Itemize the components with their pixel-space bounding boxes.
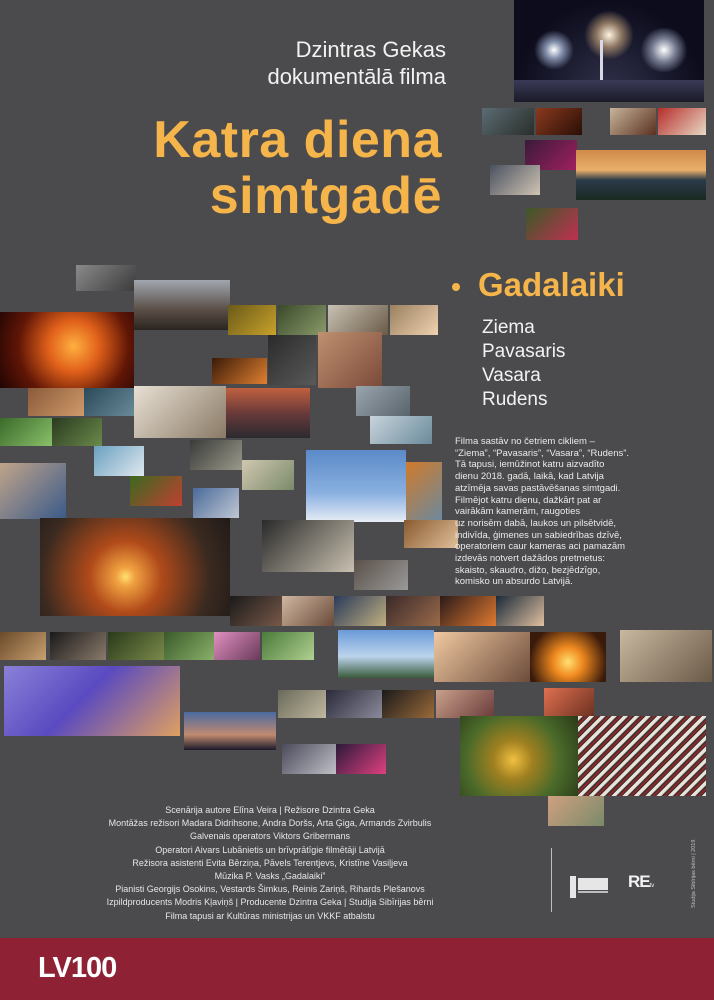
collage-photo (230, 596, 284, 626)
credit-line: Filma tapusi ar Kultūras ministrijas un VKKF atbalstu (165, 910, 375, 921)
collage-photo (184, 712, 276, 750)
collage-photo (242, 460, 294, 490)
collage-photo (390, 305, 438, 335)
collage-photo (334, 596, 386, 626)
collage-photo (40, 518, 230, 616)
collage-photo (262, 632, 314, 660)
collage-photo (0, 632, 46, 660)
collage-photo (482, 108, 534, 135)
collage-photo (282, 744, 336, 774)
season-item: Ziema (482, 317, 535, 338)
credit-line: Montāžas režisori Madara Didrihsone, Andra Doršs, Arta Ģiga, Armands Zvirbulis (108, 818, 432, 829)
collage-photo (620, 630, 712, 682)
collage-photo (370, 416, 432, 444)
collage-photo (190, 440, 242, 470)
collage-photo (52, 418, 102, 446)
collage-photo (440, 596, 496, 626)
description-line: atzīmēja savas pastāvēšanas simtgadi. (455, 482, 621, 494)
ministry-logo (570, 876, 610, 898)
logo-divider (551, 848, 552, 912)
collage-photo (386, 596, 440, 626)
season-item: Pavasaris (482, 341, 566, 362)
title-line-1: Katra diena (153, 111, 442, 169)
re-tv-logo (628, 872, 654, 892)
collage-photo (536, 108, 582, 135)
description-line: uz norisēm dabā, laukos un pilsētvidē, (455, 517, 617, 529)
description-line: komisko un absurdo Latvijā. (455, 576, 573, 588)
collage-photo (164, 632, 214, 660)
description-line: Tā tapusi, iemūžinot katru aizvadīto (455, 459, 605, 471)
collage-photo (434, 632, 532, 682)
season-item: Vasara (482, 365, 541, 386)
collage-photo (278, 305, 326, 335)
studio-side-note: Studija Sibīrijas bērni | 2019. (691, 838, 697, 908)
collage-photo (530, 632, 606, 682)
description-line: operatoriem caur kameras aci pamazām (455, 541, 626, 553)
collage-photo (193, 488, 239, 518)
collage-photo (548, 796, 604, 826)
seasons-list (482, 316, 565, 412)
collage-photo (404, 520, 458, 548)
footer-band (0, 938, 714, 1000)
collage-photo (214, 632, 260, 660)
credit-line: Operatori Aivars Lubānietis un brīvprātīgie filmētāji Latvijā (155, 844, 385, 855)
collage-photo (134, 280, 230, 330)
collage-photo (0, 463, 66, 519)
collage-photo (50, 632, 106, 660)
film-description (455, 436, 667, 588)
seasons-heading (452, 266, 625, 304)
collage-photo (406, 462, 442, 522)
season-item: Rudens (482, 389, 548, 410)
bullet-icon (452, 283, 460, 291)
collage-photo (268, 335, 316, 385)
credit-line: Mūzika P. Vasks „Gadalaiki” (214, 871, 326, 882)
collage-photo (318, 332, 382, 388)
film-title (153, 112, 442, 224)
collage-photo (84, 388, 134, 416)
collage-photo (226, 388, 310, 438)
credit-line: Režisora asistenti Evita Bērziņa, Pāvels Terentjevs, Kristīne Vasiļjeva (132, 857, 408, 868)
film-subtitle (267, 36, 446, 90)
collage-photo (578, 716, 706, 796)
description-line: Filma sastāv no četriem cikliem – (455, 436, 595, 447)
description-line: izdevās notvert dažādos pretmetus: (455, 553, 605, 565)
collage-photo (658, 108, 706, 135)
collage-photo (212, 358, 267, 384)
lv100-logo: LV100 (38, 952, 117, 984)
description-line: “Ziema”, “Pavasaris”, “Vasara”, “Rudens”. (455, 447, 630, 459)
collage-photo (338, 630, 434, 678)
description-line: dienu 2018. gadā, laikā, kad Latvija (455, 471, 604, 483)
description-line: skaisto, skaudro, dižo, bezjēdzīgo, (455, 564, 601, 576)
collage-photo (28, 388, 84, 416)
description-line: Filmējot katru dienu, dažkārt pat ar (455, 494, 602, 506)
collage-photo (382, 690, 434, 718)
collage-photo (460, 716, 578, 796)
collage-photo (544, 688, 594, 718)
director-line: Dzintras Gekas (295, 37, 446, 62)
re-logo-text: RE (628, 872, 650, 891)
credits-block (40, 804, 500, 923)
collage-photo (610, 108, 656, 135)
collage-photo (0, 418, 52, 446)
collage-photo (496, 596, 544, 626)
collage-photo (76, 265, 136, 291)
collage-photo (336, 744, 386, 774)
credit-line: Galvenais operators Viktors Gribermans (190, 831, 350, 842)
collage-photo (130, 476, 182, 506)
collage-photo (326, 690, 382, 718)
description-line: vairākām kamerām, raugoties (455, 506, 581, 518)
tv-logo-text: tv (649, 883, 655, 889)
credit-line: Pianisti Georgijs Osokins, Vestards Šimkus, Reinis Zariņš, Rihards Plešanovs (115, 884, 425, 895)
collage-photo (0, 312, 134, 388)
fireworks-photo (514, 0, 704, 102)
description-line: indivīda, ģimenes un sabiedrības dzīvē, (455, 529, 622, 541)
title-line-2: simtgadē (209, 167, 442, 225)
collage-photo (4, 666, 180, 736)
collage-photo (436, 690, 494, 718)
collage-photo (134, 386, 226, 438)
collage-photo (94, 446, 144, 476)
collage-photo (354, 560, 408, 590)
collage-photo (356, 386, 410, 416)
credit-line: Scenārija autore Elīna Veira | Režisore Dzintra Geka (165, 805, 375, 815)
documentary-line: dokumentālā filma (267, 64, 446, 89)
collage-photo (490, 165, 540, 195)
collage-photo (262, 520, 354, 572)
credit-line: Izpildproducents Modris Kļaviņš | Producente Dzintra Geka | Studija Sibīrijas bērni (106, 897, 434, 908)
collage-photo (282, 596, 334, 626)
collage-photo (306, 450, 406, 522)
collage-photo (328, 305, 388, 335)
collage-photo (576, 150, 706, 200)
collage-photo (108, 632, 164, 660)
seasons-heading-text: Gadalaiki (478, 266, 625, 303)
collage-photo (526, 208, 578, 240)
collage-photo (278, 690, 326, 718)
collage-photo (228, 305, 276, 335)
